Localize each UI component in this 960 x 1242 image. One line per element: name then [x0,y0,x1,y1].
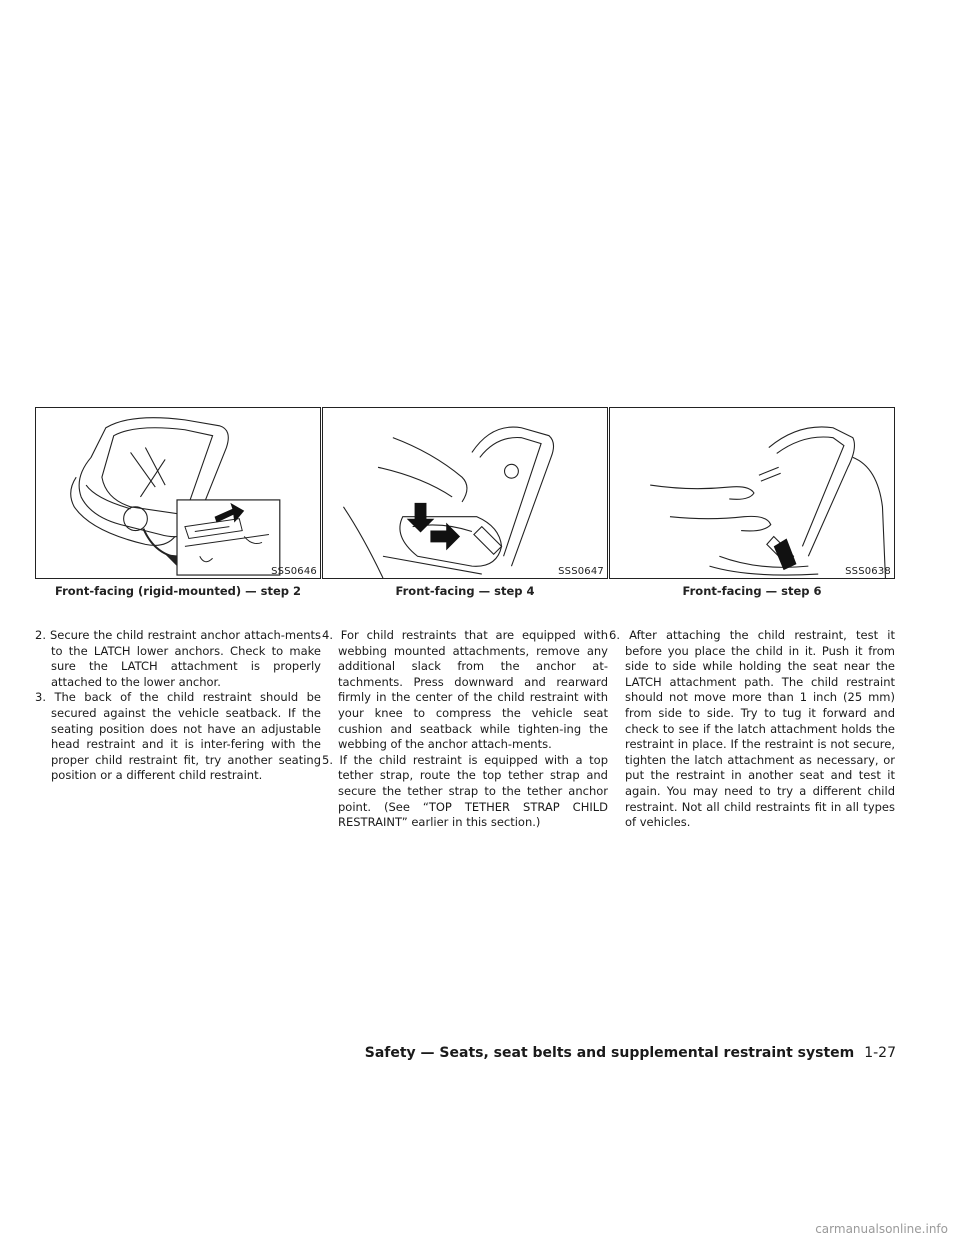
figure-code: SSS0638 [845,566,891,577]
instruction-step: 6. After attaching the child restraint, test it before you place the child in it. Push it from side to side while holding the seat near the LATCH attachment path. The child restraint should not move more than 1 inch (25 mm) from side to side. Try to tug it forward and check to see if the latch attachment holds the restraint in place. If the restraint is not secure, tighten the latch attachment as necessary, or put the restraint in another seat and test it again. You may need to try a different child restraint. Not all child restraints fit in all types of vehicles. [609,628,895,830]
figure-code: SSS0647 [558,566,604,577]
text-column-1 [35,628,321,784]
figure-code: SSS0646 [271,566,317,577]
figure-caption: Front-facing — step 6 [682,584,822,598]
instruction-step: 5. If the child restraint is equipped with a top tether strap, route the top tether strap and secure the tether strap to the tether anchor point. (See “TOP TETHER STRAP CHILD RESTRAINT” earlier in this section.) [322,752,608,830]
knee-press-illustration [323,408,607,578]
section-title: Safety — Seats, seat belts and supplemental restraint system [364,1045,855,1061]
figure-step-6 [609,407,895,579]
instruction-step: 4. For child restraints that are equipped with webbing mounted attachments, remove any additional slack from the anchor at-tachments. Press downward and rearward firmly in the center of the child restraint with your knee to compress the vehicle seat cushion and seatback while tighten-ing the webbing of the anchor attach-ments. [322,628,608,752]
figure-caption: Front-facing (rigid-mounted) — step 2 [54,584,302,598]
text-column-3 [609,628,895,831]
page-number: 1-27 [864,1045,896,1061]
child-seat-illustration [36,408,320,578]
instruction-step: 2. Secure the child restraint anchor attach-ments to the LATCH lower anchors. Check to make sure the LATCH attachment is properly attached to the lower anchor. [35,628,321,689]
figure-rigid-mounted-step-2 [35,407,321,579]
seat-test-illustration [610,408,894,578]
figure-caption: Front-facing — step 4 [395,584,535,598]
figure-step-4 [322,407,608,579]
watermark: carmanualsonline.info [815,1222,948,1236]
page-footer [365,1045,896,1061]
instruction-step: 3. The back of the child restraint should be secured against the vehicle seatback. If the seating position does not have an adjustable head restraint and it is inter-fering with the proper child restraint fit, try another seating position or a different child restraint. [35,690,321,783]
text-column-2 [322,628,608,831]
